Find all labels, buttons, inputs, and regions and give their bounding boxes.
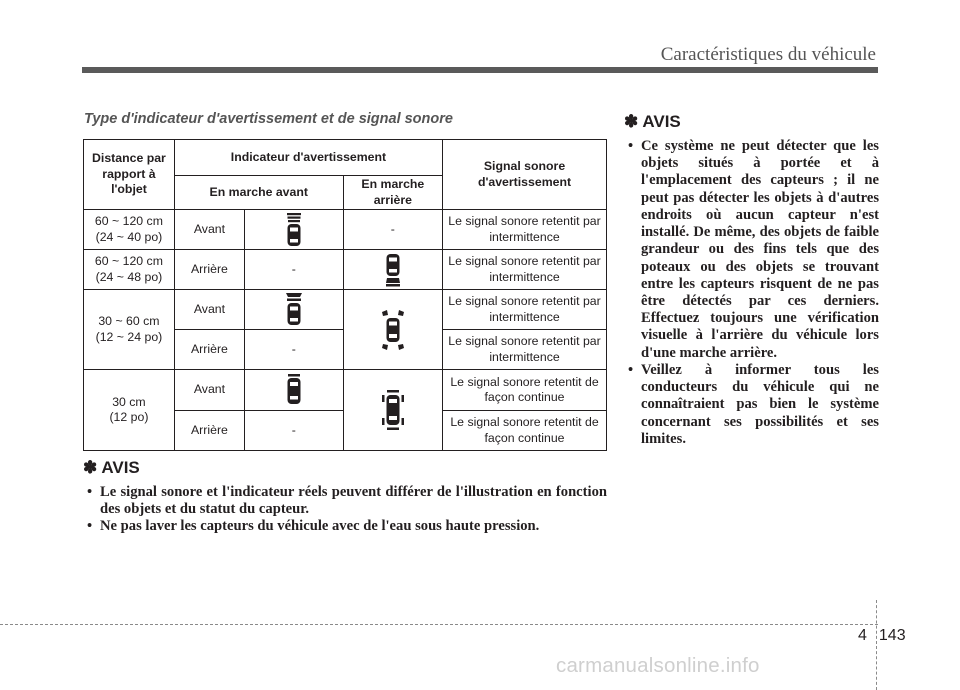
sensor-cell: Avant [174, 210, 244, 250]
table-row [84, 210, 607, 250]
car-corner-sensors-icon [380, 310, 406, 350]
page-number-value: 143 [878, 627, 906, 644]
distance-cell: 30 ~ 60 cm (12 ~ 24 po) [84, 290, 175, 370]
avis-right-title: ✽ AVIS [624, 112, 681, 131]
signal-cell: Le signal sonore retentit par intermittence [443, 210, 607, 250]
signal-cell: Le signal sonore retentit par intermittence [443, 290, 607, 330]
reverse-indicator [343, 370, 442, 451]
list-item: • Ne pas laver les capteurs du véhicule avec de l'eau sous haute pression. [83, 518, 607, 535]
forward-indicator [244, 290, 343, 330]
table-row [84, 250, 607, 290]
list-item: • Veillez à informer tous les conducteurs du véhicule qui ne connaîtraient pas bien le système concernant ses possibilités et ses limites. [624, 362, 879, 448]
sensor-cell: Arrière [174, 330, 244, 370]
distance-cell: 60 ~ 120 cm (24 ~ 48 po) [84, 250, 175, 290]
header-signal: Signal sonore d'avertissement [443, 140, 607, 210]
indicator-table [83, 139, 607, 451]
forward-indicator [244, 370, 343, 411]
forward-indicator: - [244, 250, 343, 290]
header-rule [82, 67, 878, 73]
car-front-close-icon [285, 374, 303, 406]
signal-cell: Le signal sonore retentit de façon continue [443, 411, 607, 451]
table-row [84, 290, 607, 330]
signal-cell: Le signal sonore retentit de façon continue [443, 370, 607, 411]
section-title: Type d'indicateur d'avertissement et de signal sonore [84, 111, 453, 127]
page-number [858, 627, 906, 645]
watermark: carmanualsonline.info [556, 654, 760, 677]
car-close-all-icon [382, 390, 404, 430]
forward-indicator [244, 210, 343, 250]
avis-bottom-list [83, 484, 607, 536]
distance-cell: 60 ~ 120 cm (24 ~ 40 po) [84, 210, 175, 250]
avis-bottom-title: ✽ AVIS [83, 458, 140, 477]
reverse-indicator [343, 290, 442, 370]
reverse-indicator [343, 250, 442, 290]
forward-indicator: - [244, 330, 343, 370]
footer-rule [0, 624, 878, 625]
car-rear-zone-icon [384, 253, 402, 287]
distance-cell: 30 cm (12 po) [84, 370, 175, 451]
table-row [84, 370, 607, 411]
avis-right-list [624, 138, 879, 448]
footer-divider [876, 600, 877, 690]
reverse-indicator: - [343, 210, 442, 250]
forward-indicator: - [244, 411, 343, 451]
list-item: • Le signal sonore et l'indicateur réels peuvent différer de l'illustration en fonction des objets et du statut du capteur. [83, 484, 607, 518]
avis-bottom-section [83, 458, 607, 536]
list-item: • Ce système ne peut détecter que les objets situés à portée et à l'emplacement des capteurs ; il ne peut pas détecter les objets à d'autres endroits où aucun capteur n'est installé. De même, des objets de faible grandeur ou des fins tels que des poteaux ou des objets se trouvant entre les capteurs risquent de ne pas être détectés par ces derniers. Effectuez toujours une vérification visuelle à l'arrière du véhicule lors d'une marche arrière. [624, 138, 879, 362]
avis-right-section [624, 112, 879, 448]
car-front-near-icon [284, 293, 304, 327]
header-indicator: Indicateur d'avertissement [174, 140, 442, 176]
page-header-title: Caractéristiques du véhicule [660, 44, 876, 65]
signal-cell: Le signal sonore retentit par intermittence [443, 330, 607, 370]
header-distance: Distance par rapport à l'objet [84, 140, 175, 210]
sensor-cell: Arrière [174, 411, 244, 451]
sensor-cell: Avant [174, 370, 244, 411]
header-forward: En marche avant [174, 176, 343, 210]
sensor-cell: Arrière [174, 250, 244, 290]
chapter-number: 4 [858, 627, 867, 644]
header-reverse: En marche arrière [343, 176, 442, 210]
signal-cell: Le signal sonore retentit par intermittence [443, 250, 607, 290]
car-front-zone-icon [285, 213, 303, 247]
sensor-cell: Avant [174, 290, 244, 330]
